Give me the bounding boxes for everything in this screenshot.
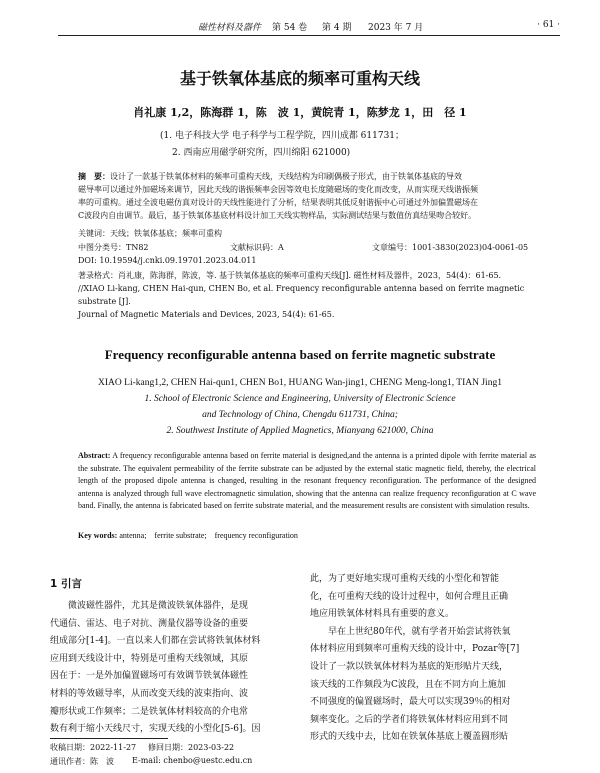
- body-line: 该天线的工作频段为C波段，且在不同方向上施加: [310, 679, 506, 690]
- corresponding-author: 通讯作者：陈 波: [50, 757, 114, 766]
- author-email: E-mail: chenbo@uestc.edu.cn: [132, 756, 253, 765]
- body-line: 因在于：一是外加偏置磁场可有效调节铁氧体磁性: [50, 671, 249, 682]
- abstract-cn-line: 摘 要：设计了一款基于铁氧体材料的频率可重构天线，天线结构为印刷偶极子形式，由于铁氧体基底的导效: [78, 171, 462, 181]
- article-number: 文章编号：1001-3830(2023)04-0061-05: [372, 243, 529, 252]
- affiliation-cn-2: 2. 西南应用磁学研究所，四川绵阳 621000): [172, 148, 351, 158]
- footnote-rule: [50, 738, 168, 739]
- volume: 第 54 卷: [272, 23, 308, 33]
- affiliation-en-2: and Technology of China, Chengdu 611731, China;: [202, 410, 398, 420]
- abstract-en: [78, 450, 536, 513]
- page-number: · 61 ·: [537, 20, 560, 30]
- body-column-left: [50, 598, 298, 739]
- doi: DOI: 10.19594/j.cnki.09.19701.2023.04.011: [78, 256, 257, 265]
- class-number: 中图分类号：TN82: [78, 243, 149, 252]
- abstract-en-label: Abstract:: [78, 451, 111, 460]
- body-line: 组成部分[1-4]。一直以来人们都在尝试将铁氧体材料: [50, 636, 261, 647]
- body-line: 早在上世纪80年代，就有学者开始尝试将铁氧: [310, 626, 511, 637]
- abstract-cn-line: 磁导率可以通过外加磁场来调节，因此天线的谐振频率会因等效电长度随磁场的变化而改变，从而实现天线谐振频: [78, 185, 478, 194]
- body-line: 瓣形状或工作频率；二是铁氧体材料较高的介电常: [50, 706, 249, 717]
- title-en: Frequency reconfigurable antenna based on ferrite magnetic substrate: [104, 347, 496, 362]
- keywords-en-label: Key words:: [78, 531, 118, 540]
- authors-en: XIAO Li-kang1,2, CHEN Hai-qun1, CHEN Bo1, HUANG Wan-jing1, CHENG Meng-long1, TIAN Jing1: [98, 378, 502, 388]
- body-line: 设计了一款以铁氧体材料为基底的矩形贴片天线，: [310, 661, 509, 672]
- body-line: 化，在可重构天线的设计过程中，如何合理且正确: [310, 591, 509, 602]
- keywords-cn: 关键词：天线；铁氧体基底；频率可重构: [78, 229, 222, 238]
- authors-cn: 肖礼康 1,2，陈海群 1，陈 波 1，黄皖青 1，陈梦龙 1，田 径 1: [133, 106, 467, 119]
- affiliation-en-1: 1. School of Electronic Science and Engineering, University of Electronic Science: [144, 394, 456, 404]
- body-line: 体材料应用到频率可重构天线的设计中，Pozar等[7]: [310, 644, 520, 655]
- citation-line: //XIAO Li-kang, CHEN Hai-qun, CHEN Bo, et al. Frequency reconfigurable antenna based on ferrite magnetic substrate [J].: [78, 284, 525, 306]
- abstract-cn-line: 率的可重构。通过全波电磁仿真对设计的天线性能进行了分析，结果表明其低反射谐振中心可通过外加偏置磁场在: [78, 198, 478, 207]
- citation-format: [78, 269, 538, 321]
- abstract-cn-line: C波段内自由调节。最后，基于铁氧体基底材料设计加工天线实物样品，实际测试结果与数值仿真结果吻合较好。: [78, 211, 477, 220]
- journal-name: 磁性材料及器件: [198, 23, 262, 33]
- affiliation-cn-1: (1. 电子科技大学 电子科学与工程学院，四川成都 611731；: [160, 131, 405, 141]
- body-line: 频率变化。之后的学者们将铁氧体材料应用到不同: [310, 714, 509, 725]
- body-line: 微波磁性器件，尤其是微波铁氧体器件，是现: [50, 601, 249, 611]
- body-line: 形式的天线中去，比如在铁氧体基底上覆盖圆形贴: [310, 732, 509, 743]
- abstract-cn: [78, 170, 534, 222]
- body-line: 材料的等效磁导率，从而改变天线的波束指向、波: [50, 688, 249, 699]
- affiliation-en-3: 2. Southwest Institute of Applied Magnetics, Mianyang 621000, China: [166, 426, 434, 436]
- body-line: 不同强度的偏置磁场时，最大可以实现39％的相对: [310, 697, 511, 708]
- document-code: 文献标识码：A: [230, 243, 284, 252]
- body-line: 此，为了更好地实现可重构天线的小型化和智能: [310, 574, 500, 584]
- body-line: 地应用铁氧体材料具有重要的意义。: [310, 609, 455, 620]
- abstract-cn-label: 摘 要：: [78, 171, 110, 181]
- keywords-en: [78, 530, 298, 541]
- body-line: 代通信、雷达、电子对抗、测量仪器等设备的重要: [50, 618, 249, 629]
- received-date: 收稿日期：2022-11-27: [50, 743, 137, 752]
- section-heading: 1 引言: [50, 578, 82, 590]
- keywords-en-text: antenna; ferrite substrate; frequency reconfiguration: [119, 531, 298, 540]
- issue: 第 4 期: [322, 23, 352, 33]
- body-line: 应用到天线设计中，特别是可重构天线领域，其原: [50, 653, 249, 664]
- header-rule: [58, 35, 560, 36]
- body-column-right: [310, 571, 562, 747]
- abstract-en-text: A frequency reconfigurable antenna based on ferrite material is designed,and the antenna is a printed dipole with ferrite material as the substrate. The equivalent permeability of the ferrite substrate can be adjusted by the external static magnetic field, thereby, the electrical length of the proposed dipole antenna is changed, resulting in the resonant frequency reconfiguration. The performance of the designed antenna is analyzed through full wave electromagnetic simulation, showing that the antenna can realize frequency reconfiguration at C wave band. Finally, the antenna is fabricated based on ferrite substrate material, and the measurement results are consistent with simulation results.: [78, 451, 536, 510]
- title-cn: 基于铁氧体基底的频率可重构天线: [179, 69, 420, 88]
- issue-date: 2023 年 7 月: [368, 23, 424, 33]
- citation-line: Journal of Magnetic Materials and Devices, 2023, 54(4): 61-65.: [78, 310, 335, 319]
- revised-date: 修回日期：2023-03-22: [148, 743, 235, 752]
- body-line: 数有利于缩小天线尺寸，实现天线的小型化[5-6]。因: [50, 724, 261, 735]
- citation-line: 著录格式：肖礼康，陈海群，陈波，等. 基于铁氧体基底的频率可重构天线[J]. 磁性材料及器件，2023，54(4)：61-65.: [78, 271, 502, 280]
